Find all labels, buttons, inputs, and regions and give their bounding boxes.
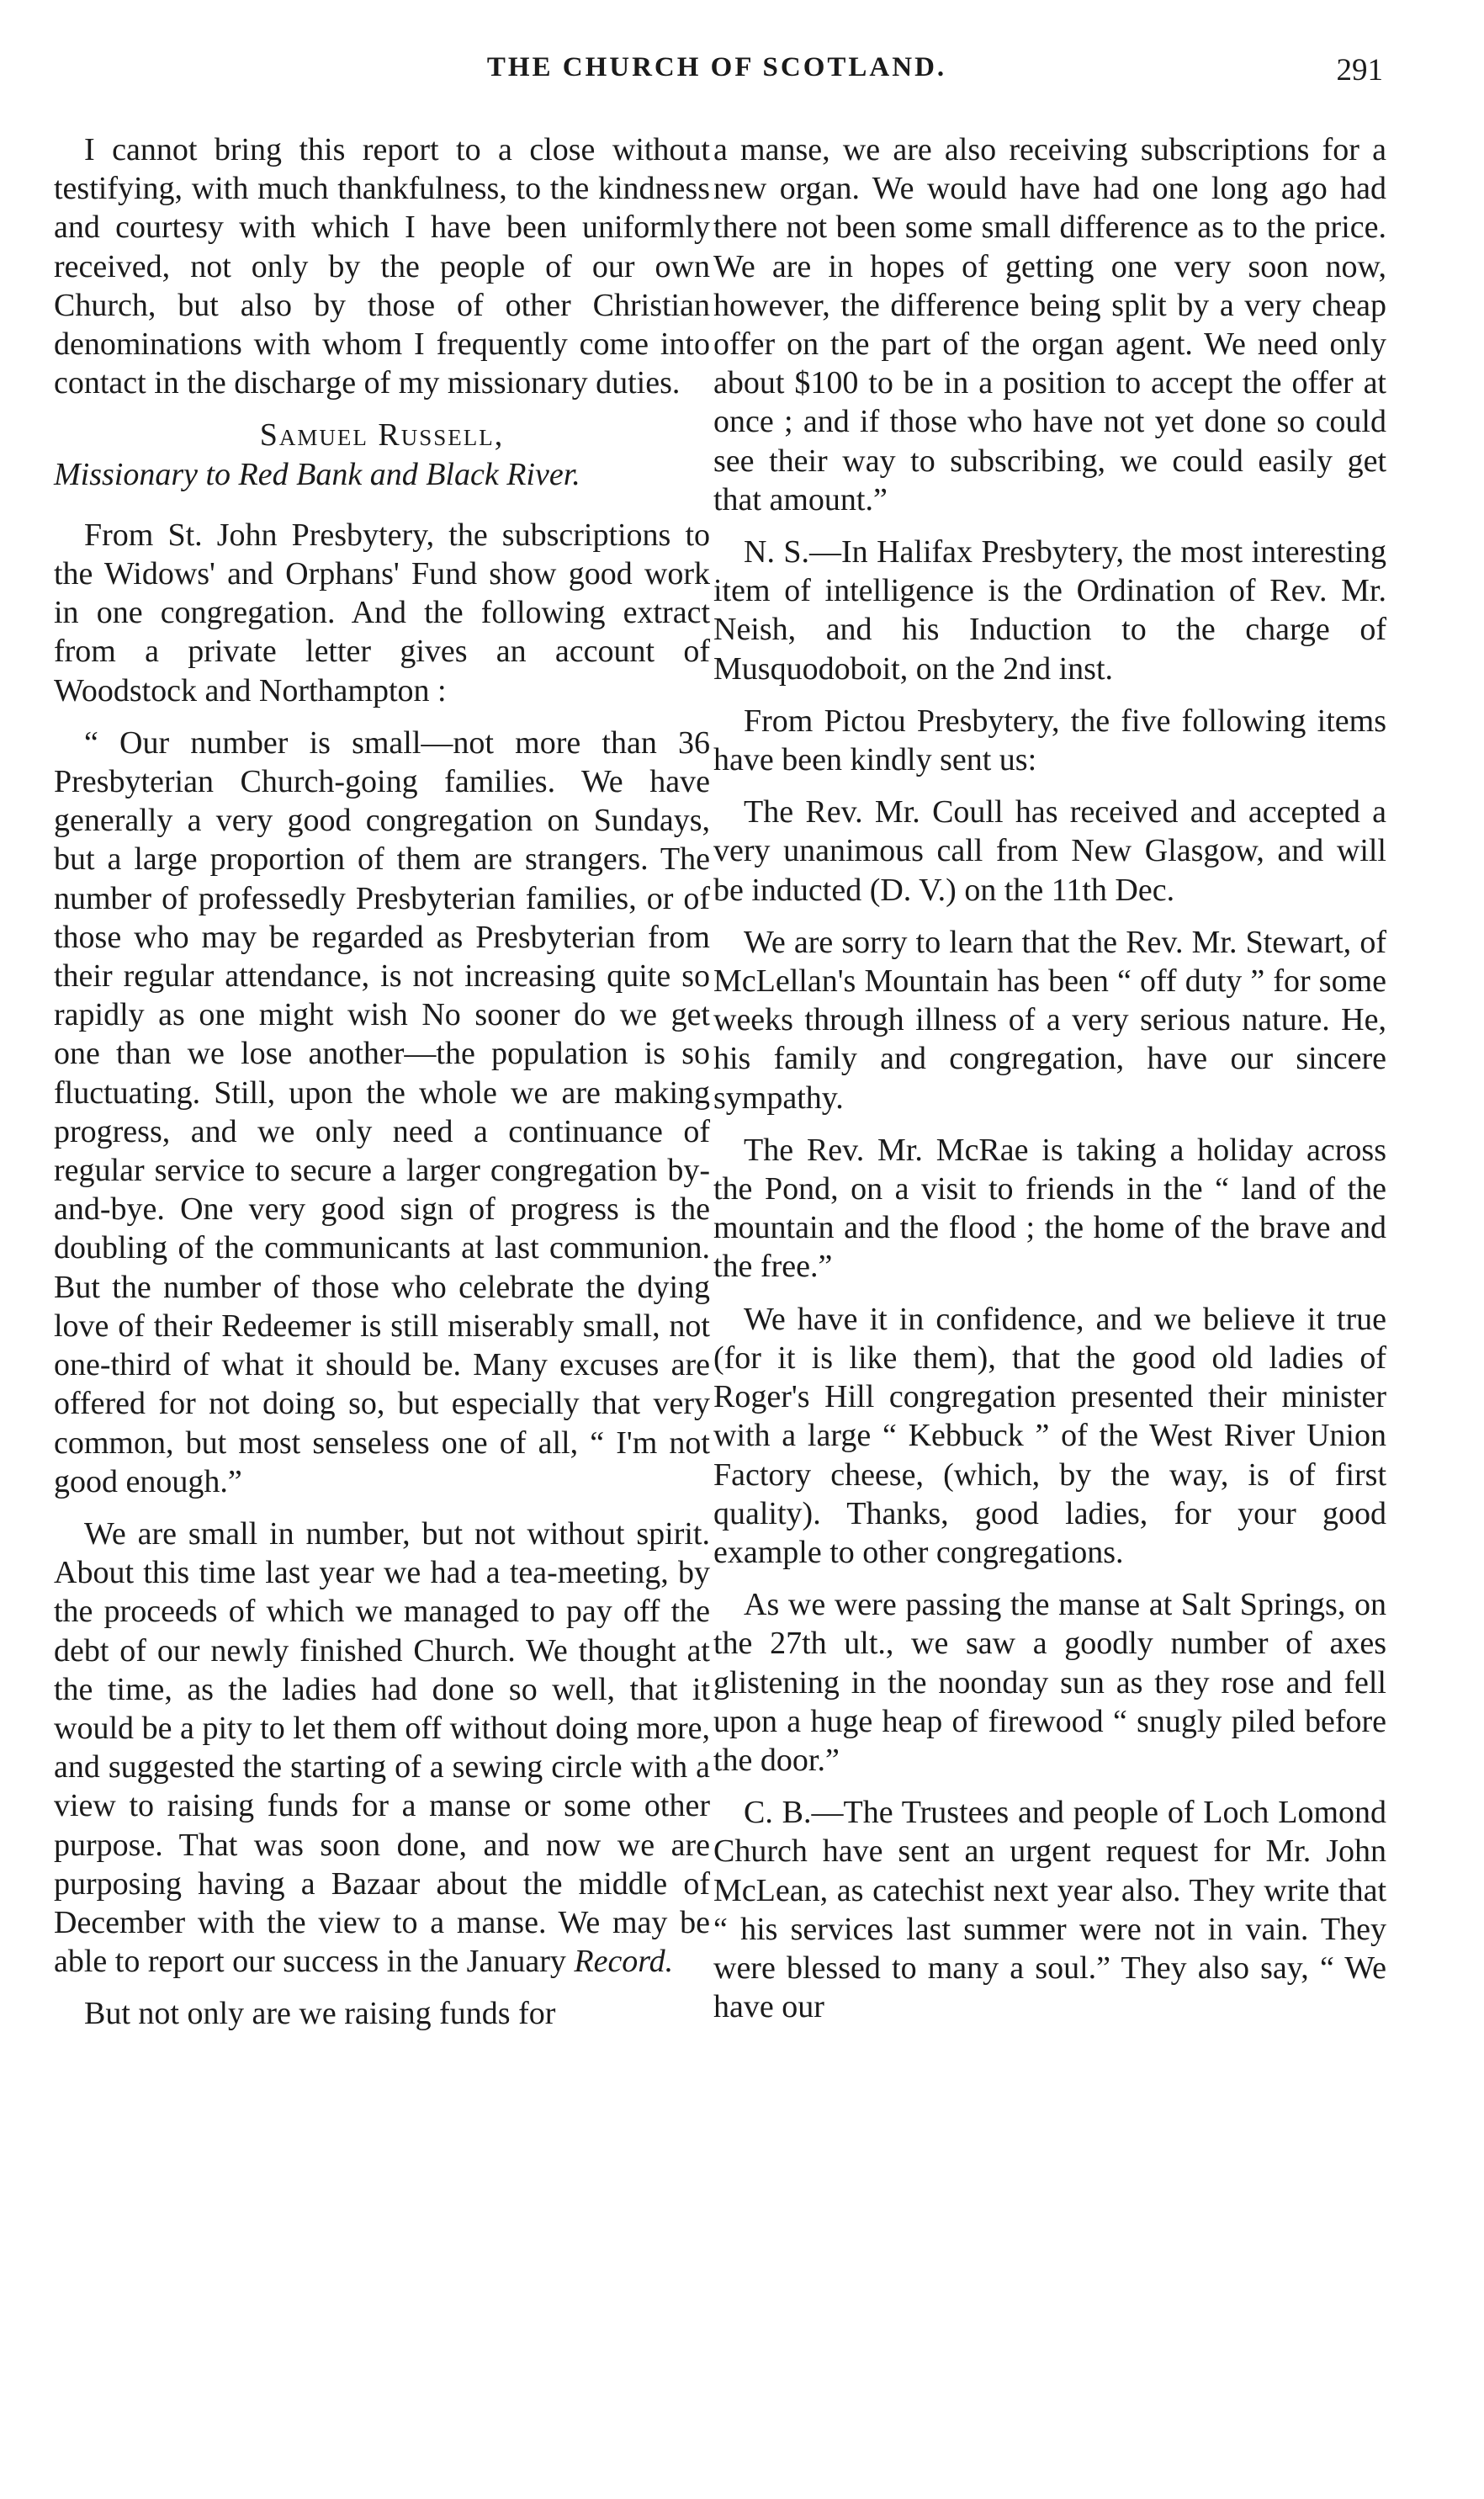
paragraph: “ Our number is small—not more than 36 Presbyterian Church-going families. We have generally a very good congregation on Sundays, but a large proportion of them are strangers. The number of professedly Presbyterian families, or of those who may be regarded as Presbyterian from their regular attendance, is not increasing quite so rapidly as one might wish No sooner do we get one than we lose another—the population is so fluctuating. Still, upon the whole we are making progress, and we only need a continuance of regular service to secure a larger congregation by-and-bye. One very good sign of progress is the doubling of the communicants at last communion. But the number of those who celebrate the dying love of their Redeemer is still miserably small, not one-third of what it should be. Many excuses are offered for not doing so, but especially that very common, but most senseless one of all, “ I'm not good enough.” (54, 724, 710, 1499)
page-number: 291 (1336, 53, 1383, 88)
paragraph: From St. John Presbytery, the subscriptions to the Widows' and Orphans' Fund show good work in one congregation. And the following extract from a private letter gives an account of Woodstock and Northampton : (54, 517, 710, 708)
paragraph: N. S.—In Halifax Presbytery, the most interesting item of intelligence is the Ordination of Rev. Mr. Neish, and his Induction to the charge of Musquodoboit, on the 2nd inst. (713, 534, 1386, 687)
paragraph: We are sorry to learn that the Rev. Mr. Stewart, of McLellan's Mountain has been “ off duty ” for some weeks through illness of a very serious nature. He, his family and congregation, have our sincere sympathy. (713, 924, 1386, 1116)
paragraph: a manse, we are also receiving subscriptions for a new organ. We would have had one long ago had there not been some small difference as to the price. We are in hopes of getting one very soon now, however, the difference being split by a very cheap offer on the part of the organ agent. We need only about $100 to be in a position to accept the offer at once ; and if those who have not yet done so could see their way to subscribing, we could easily get that amount.” (713, 132, 1386, 517)
paragraph: As we were passing the manse at Salt Springs, on the 27th ult., we saw a goodly number of axes glistening in the noonday sun as they rose and fell upon a huge heap of firewood “ snugly piled before the door.” (713, 1587, 1386, 1778)
right-column (713, 130, 1386, 2040)
record-title: Record. (574, 1944, 674, 1980)
running-head (50, 52, 1383, 103)
paragraph: The Rev. Mr. Coull has received and accepted a very unanimous call from New Glasgow, and will be inducted (D. V.) on the 11th Dec. (713, 794, 1386, 908)
paragraph (54, 1515, 710, 1981)
paragraph-text: We are small in number, but not without spirit. About this time last year we had a tea-meeting, by the proceeds of which we managed to pay off the debt of our newly finished Church. We thought at the time, as the ladies had done so well, that it would be a pity to let them off without doing more, and suggested the starting of a sewing circle with a view to raising funds for a manse or some other purpose. That was soon done, and now we are purposing having a Bazaar about the middle of December with the view to a manse. We may be able to report our success in the January (54, 1515, 710, 1980)
running-title: THE CHURCH OF SCOTLAND. (486, 52, 947, 82)
paragraph: C. B.—The Trustees and people of Loch Lomond Church have sent an urgent request for Mr. John McLean, as catechist next year also. They write that “ his services last summer were not in vain. They were blessed to many a soul.” They also say, “ We have our (713, 1795, 1386, 2025)
left-column (54, 130, 710, 2047)
paragraph: I cannot bring this report to a close without testifying, with much thankfulness, to the kindness and courtesy with which I have been uniformly received, not only by the people of our own Church, but also by those of other Christian denominations with whom I frequently come into contact in the discharge of my missionary duties. (54, 132, 710, 401)
signature-role: Missionary to Red Bank and Black River. (54, 456, 580, 492)
paragraph: But not only are we raising funds for (84, 1996, 556, 2032)
paragraph: From Pictou Presbytery, the five following items have been kindly sent us: (713, 703, 1386, 778)
paragraph: The Rev. Mr. McRae is taking a holiday across the Pond, on a visit to friends in the “ land of the mountain and the flood ; the home of the brave and the free.” (713, 1132, 1386, 1285)
signature-name: Samuel Russell, (259, 417, 505, 454)
paragraph: We have it in confidence, and we believe it true (for it is like them), that the good old ladies of Roger's Hill congregation presented their minister with a large “ Kebbuck ” of the West River Union Factory cheese, (which, by the way, is of first quality). Thanks, good ladies, for your good example to other congregations. (713, 1301, 1386, 1570)
